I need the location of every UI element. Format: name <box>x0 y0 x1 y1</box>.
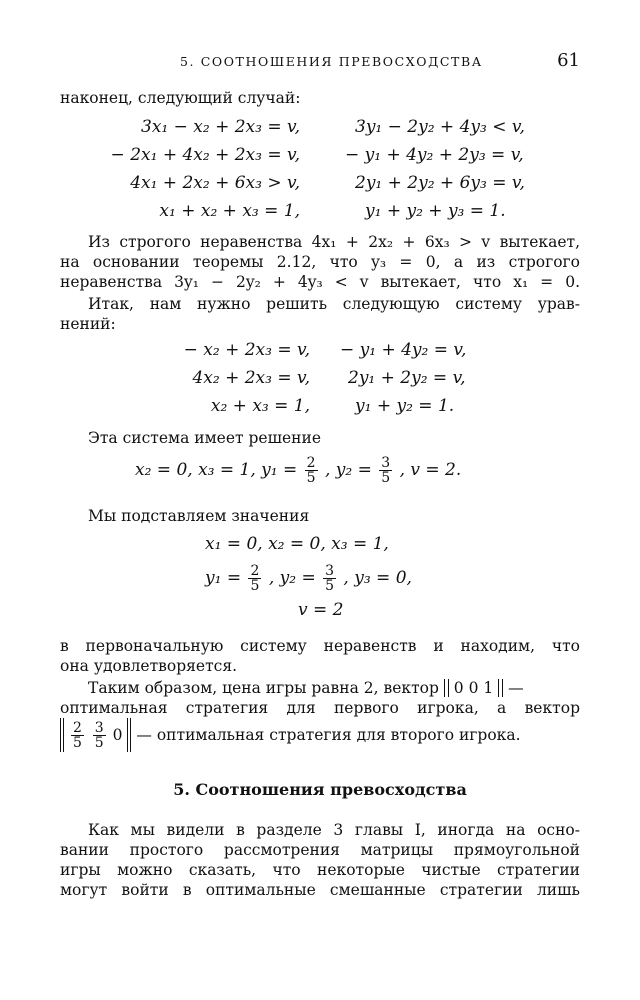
equation-left: 4x₁ + 2x₂ + 6x₃ > v, <box>130 173 300 193</box>
fraction <box>93 721 106 750</box>
equation-left: − x₂ + 2x₃ = v, <box>183 340 310 360</box>
fraction-denominator: 5 <box>94 734 104 751</box>
values-row <box>205 564 412 593</box>
text-line: Эта система имеет решение <box>88 429 322 447</box>
equation-right: 2y₁ + 2y₂ + 6y₃ = v, <box>355 173 525 193</box>
text-line: Из строгого неравенства 4x₁ + 2x₂ + 6x₃ > v вытекает, <box>88 233 580 251</box>
text-part: Таким образом, цена игры равна 2, вектор <box>88 679 439 697</box>
equation-right: 3y₁ − 2y₂ + 4y₃ < v, <box>355 117 525 137</box>
text-line: нений: <box>60 315 116 333</box>
text-line: в первоначальную систему неравенств и находим, что <box>60 637 580 655</box>
text-line: неравенства 3y₁ − 2y₂ + 4y₃ < v вытекает, что x₁ = 0. <box>60 273 580 291</box>
equation-right: y₁ + y₂ = 1. <box>355 396 455 416</box>
values-row: x₁ = 0, x₂ = 0, x₃ = 1, <box>205 534 389 554</box>
text-line: на основании теоремы 2.12, что y₃ = 0, а из строгого <box>60 253 580 271</box>
fraction-numerator: 2 <box>250 563 260 579</box>
matrix-bracket <box>127 718 131 752</box>
text-line: вании простого рассмотрения матрицы прямоугольной <box>60 841 580 859</box>
section-running-title: 5. СООТНОШЕНИЯ ПРЕВОСХОДСТВА <box>180 54 483 69</box>
text-line: Мы подставляем значения <box>88 507 310 525</box>
text-line: Как мы видели в разделе 3 главы I, иногда на осно- <box>88 821 580 839</box>
vector-entries: 0 0 1 <box>453 679 494 697</box>
fraction-denominator: 5 <box>306 470 316 486</box>
matrix-bracket <box>60 718 64 752</box>
vector-entry: 0 <box>112 726 123 744</box>
fraction-denominator: 5 <box>250 578 260 594</box>
solution-part: , y₂ = <box>324 460 372 480</box>
running-header <box>60 50 580 74</box>
text-part: — <box>508 679 524 697</box>
text-line <box>60 678 608 698</box>
matrix-bracket <box>444 679 449 697</box>
values-row: v = 2 <box>298 600 344 620</box>
equation-right: y₁ + y₂ + y₃ = 1. <box>365 201 506 221</box>
fraction-denominator: 5 <box>325 578 335 594</box>
text-line: Итак, нам нужно решить следующую систему урав- <box>88 295 580 313</box>
fraction-denominator: 5 <box>381 470 391 486</box>
equation-left: 3x₁ − x₂ + 2x₃ = v, <box>141 117 300 137</box>
fraction <box>248 564 261 593</box>
text-line: игры можно сказать, что некоторые чистые стратегии <box>60 861 580 879</box>
fraction <box>379 456 392 485</box>
equation-left: − 2x₁ + 4x₂ + 2x₃ = v, <box>110 145 300 165</box>
text-line: могут войти в оптимальные смешанные стратегии лишь <box>60 881 580 899</box>
equation-right: − y₁ + 4y₂ + 2y₃ = v, <box>345 145 524 165</box>
fraction-numerator: 2 <box>306 455 316 471</box>
fraction-numerator: 3 <box>325 563 335 579</box>
text-line: оптимальная стратегия для первого игрока, а вектор <box>60 699 580 717</box>
fraction <box>323 564 336 593</box>
text-line: она удовлетворяется. <box>60 657 238 675</box>
solution-part: , v = 2. <box>399 460 462 480</box>
equation-right: 2y₁ + 2y₂ = v, <box>348 368 466 388</box>
equation-left: x₂ + x₃ = 1, <box>210 396 310 416</box>
text-line <box>60 718 580 758</box>
equation-right: − y₁ + 4y₂ = v, <box>340 340 467 360</box>
fraction <box>305 456 318 485</box>
solution-part: x₂ = 0, x₃ = 1, y₁ = <box>135 460 298 480</box>
values-part: , y₂ = <box>268 568 316 588</box>
fraction-numerator: 2 <box>72 719 82 736</box>
values-part: , y₃ = 0, <box>343 568 412 588</box>
values-part: y₁ = <box>205 568 242 588</box>
section-heading: 5. Соотношения превосходства <box>173 780 467 799</box>
equation-left: x₁ + x₂ + x₃ = 1, <box>159 201 300 221</box>
text-part: — оптимальная стратегия для второго игрока. <box>136 726 521 744</box>
matrix-bracket <box>498 679 503 697</box>
fraction-numerator: 3 <box>94 719 104 736</box>
fraction <box>71 721 84 750</box>
text-line: наконец, следующий случай: <box>60 89 301 107</box>
equation-left: 4x₂ + 2x₃ = v, <box>192 368 310 388</box>
solution-equation <box>135 456 461 485</box>
fraction-numerator: 3 <box>381 455 391 471</box>
page-number: 61 <box>557 50 580 71</box>
fraction-denominator: 5 <box>72 734 82 751</box>
